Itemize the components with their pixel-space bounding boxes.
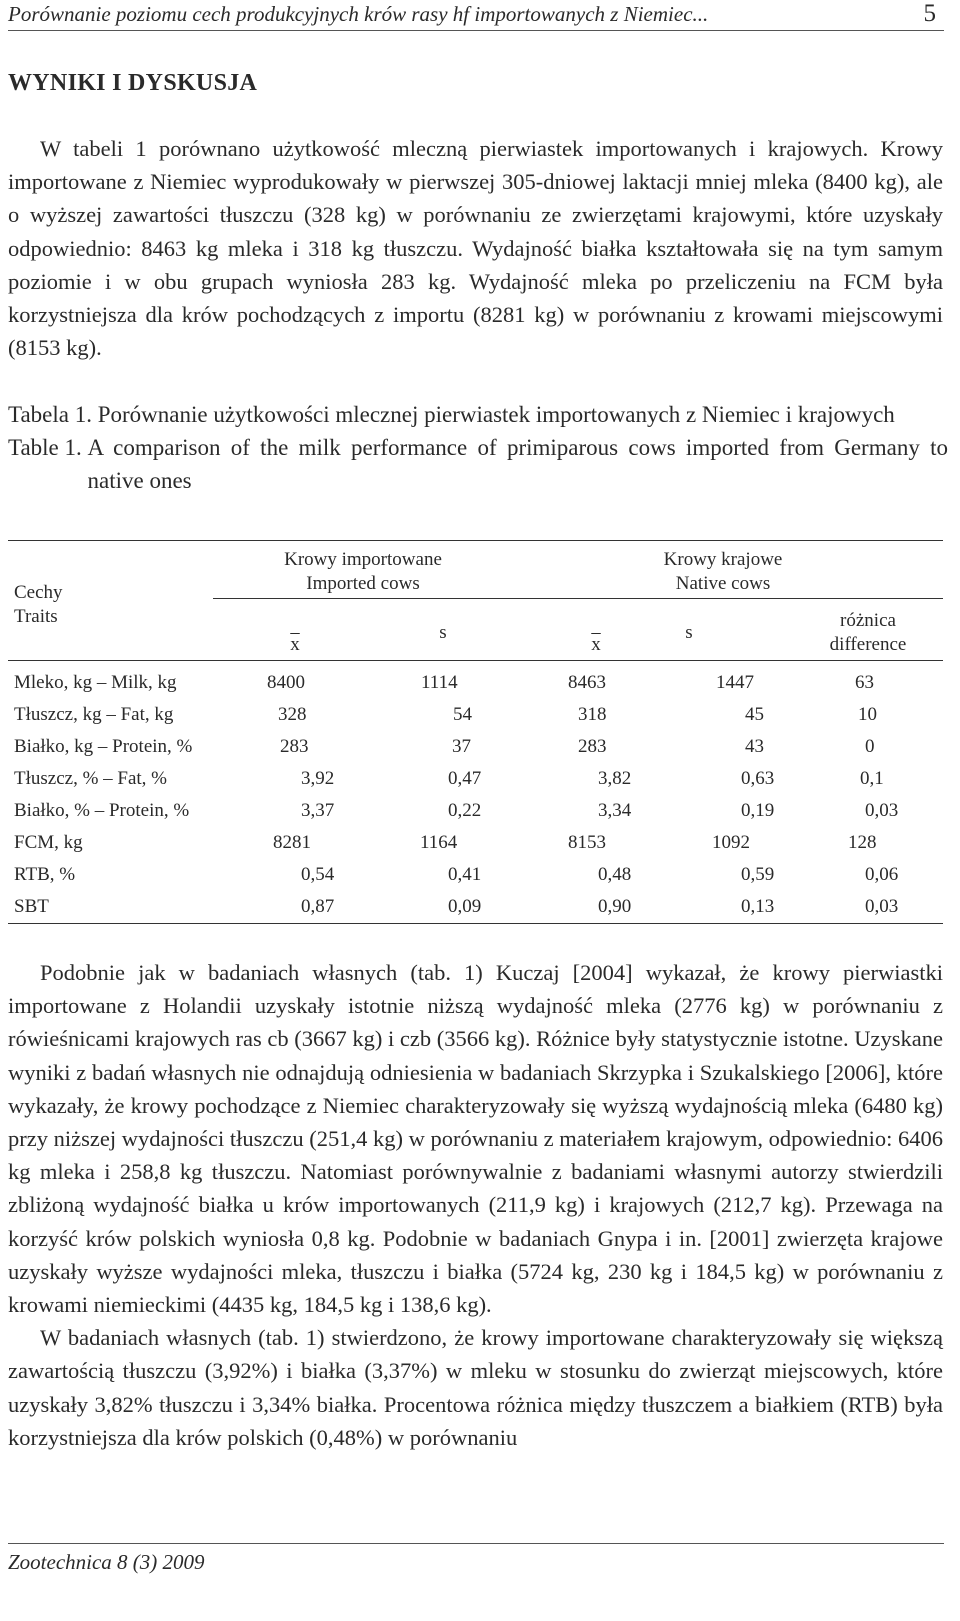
header-imported-en: Imported cows [306,573,420,594]
table-header-rule [8,660,943,661]
row-imported-sd: 1164 [420,832,458,853]
table-group-rule [213,598,943,599]
row-trait: FCM, kg [14,832,83,853]
row-difference: 0,1 [860,768,884,789]
row-native-mean: 8153 [568,832,606,853]
header-traits-en: Traits [14,606,58,627]
row-imported-mean: 0,54 [301,864,335,885]
row-native-sd: 0,13 [741,896,775,917]
row-native-mean: 283 [578,736,607,757]
row-native-sd: 45 [745,704,764,725]
row-difference: 0,03 [865,800,899,821]
row-imported-mean: 8281 [273,832,311,853]
row-trait: Tłuszcz, kg – Fat, kg [14,704,174,725]
row-imported-sd: 54 [453,704,472,725]
paragraph-3: W badaniach własnych (tab. 1) stwierdzono, że krowy importowane charakteryzowały się większą zawartością tłuszczu (3,92%) i białka (3,37%) w mleku w stosunku do zwierząt miejscowych, które uzyskały 3,82% tłuszczu i 3,34% białka. Procentowa różnica między tłuszczem a białkiem (RTB) była korzystniejsza dla krów polskich (0,48%) w porównaniu [8,1325,943,1450]
row-native-mean: 0,48 [598,864,632,885]
row-imported-mean: 3,37 [301,800,335,821]
row-native-mean: 318 [578,704,607,725]
paragraph-1: W tabeli 1 porównano użytkowość mleczną pierwiastek importowanych i krajowych. Krowy importowane z Niemiec wyprodukowały w pierwszej 305-dniowej laktacji mniej mleka (8400 kg), ale o wyższej zawartości tłuszczu (328 kg) w porównaniu ze zwierzętami krajowymi, które uzyskały odpowiednio: 8463 kg mleka i 318 kg tłuszczu. Wydajność białka kształtowała się na tym samym poziomie i w obu grupach wyniosła 283 kg. Wydajność mleka po przeliczeniu na FCM była korzystniejsza dla krów pochodzących z importu (8281 kg) w porównaniu z krowami miejscowymi (8153 kg). [8,136,943,361]
row-imported-mean: 283 [280,736,309,757]
page-number: 5 [923,0,936,27]
table-caption [8,398,948,497]
header-imported-sd: s [439,622,447,643]
row-imported-sd: 1114 [421,672,458,693]
row-native-sd: 43 [745,736,764,757]
caption-pl-label: Tabela 1. [8,402,98,427]
caption-pl-text: Porównanie użytkowości mlecznej pierwiastek importowanych z Niemiec i krajowych [97,402,895,427]
paragraph-2: Podobnie jak w badaniach własnych (tab. 1) Kuczaj [2004] wykazał, że krowy pierwiastki importowane z Holandii uzyskały istotnie niższą wydajność mleka (2776 kg) w porównaniu z rówieśnicami krajowych ras cb (3667 kg) i czb (3566 kg). Różnice były statystycznie istotne. Uzyskane wyniki z badań własnych nie odnajdują odniesienia w badaniach Skrzypka i Szukalskiego [2006], które wykazały, że krowy pochodzące z Niemiec charakteryzowały się wyższą wydajnością mleka (6480 kg) przy niższej wydajności tłuszczu (251,4 kg) w porównaniu z materiałem krajowym, odpowiednio: 6406 kg mleka i 258,8 kg tłuszczu. Natomiast porównywalnie z badaniami własnymi autorzy stwierdzili zbliżoną wydajność białka u krów importowanych (211,9 kg) i krajowych (212,7 kg). Przewaga na korzyść krów polskich wyniosła 0,8 kg. Podobnie w badaniach Gnypa i in. [2001] zwierzęta krajowe uzyskały wyższe wydajności mleka, tłuszczu i białka (5724 kg, 230 kg i 184,5 kg) w porównaniu z krowami niemieckimi (4435 kg, 184,5 kg i 138,6 kg). [8,960,943,1318]
row-native-sd: 0,63 [741,768,775,789]
row-native-sd: 0,59 [741,864,775,885]
caption-en-label: Table 1. [8,435,88,460]
row-difference: 10 [858,704,877,725]
row-difference: 0,03 [865,896,899,917]
row-imported-mean: 3,92 [301,768,335,789]
header-difference-en: difference [829,634,907,655]
row-native-mean: 0,90 [598,896,632,917]
row-trait: Tłuszcz, % – Fat, % [14,768,168,789]
page-footer [8,1543,944,1575]
header-native-en: Native cows [675,573,771,594]
row-imported-sd: 0,22 [448,800,482,821]
header-native-mean: $\overline{x}$ [591,634,601,655]
row-difference: 128 [848,832,877,853]
row-difference: 0 [865,736,875,757]
caption-en-text: A comparison of the milk performance of primiparous cows imported from Germany to native ones [87,435,948,493]
row-imported-sd: 0,09 [448,896,482,917]
header-native-sd: s [685,622,693,643]
row-native-sd: 1092 [712,832,750,853]
row-trait: Białko, kg – Protein, % [14,736,193,757]
running-title: Porównanie poziomu cech produkcyjnych krów rasy hf importowanych z Niemiec... [8,2,709,26]
row-difference: 0,06 [865,864,899,885]
row-trait: RTB, % [14,864,76,885]
header-difference-pl: różnica [840,610,896,631]
row-imported-mean: 8400 [267,672,305,693]
journal-citation: Zootechnica 8 (3) 2009 [8,1550,205,1574]
row-imported-mean: 328 [278,704,307,725]
row-difference: 63 [855,672,874,693]
row-native-mean: 8463 [568,672,606,693]
row-native-mean: 3,82 [598,768,632,789]
header-imported-pl: Krowy importowane [284,549,442,570]
row-trait: Mleko, kg – Milk, kg [14,672,177,693]
running-header [8,0,944,31]
header-imported-mean: $\overline{x}$ [290,634,300,655]
row-trait: SBT [14,896,49,917]
row-trait: Białko, % – Protein, % [14,800,190,821]
header-native-pl: Krowy krajowe [663,549,783,570]
row-native-mean: 3,34 [598,800,632,821]
row-native-sd: 1447 [716,672,754,693]
row-native-sd: 0,19 [741,800,775,821]
paragraph-discussion [8,956,943,1454]
section-heading: WYNIKI I DYSKUSJA [8,70,258,96]
row-imported-sd: 0,47 [448,768,482,789]
table-bottom-rule [8,923,943,924]
paragraph-results [8,132,943,364]
row-imported-sd: 0,41 [448,864,482,885]
table-top-rule [8,540,943,541]
header-traits-pl: Cechy [14,582,63,603]
row-imported-mean: 0,87 [301,896,335,917]
row-imported-sd: 37 [452,736,471,757]
